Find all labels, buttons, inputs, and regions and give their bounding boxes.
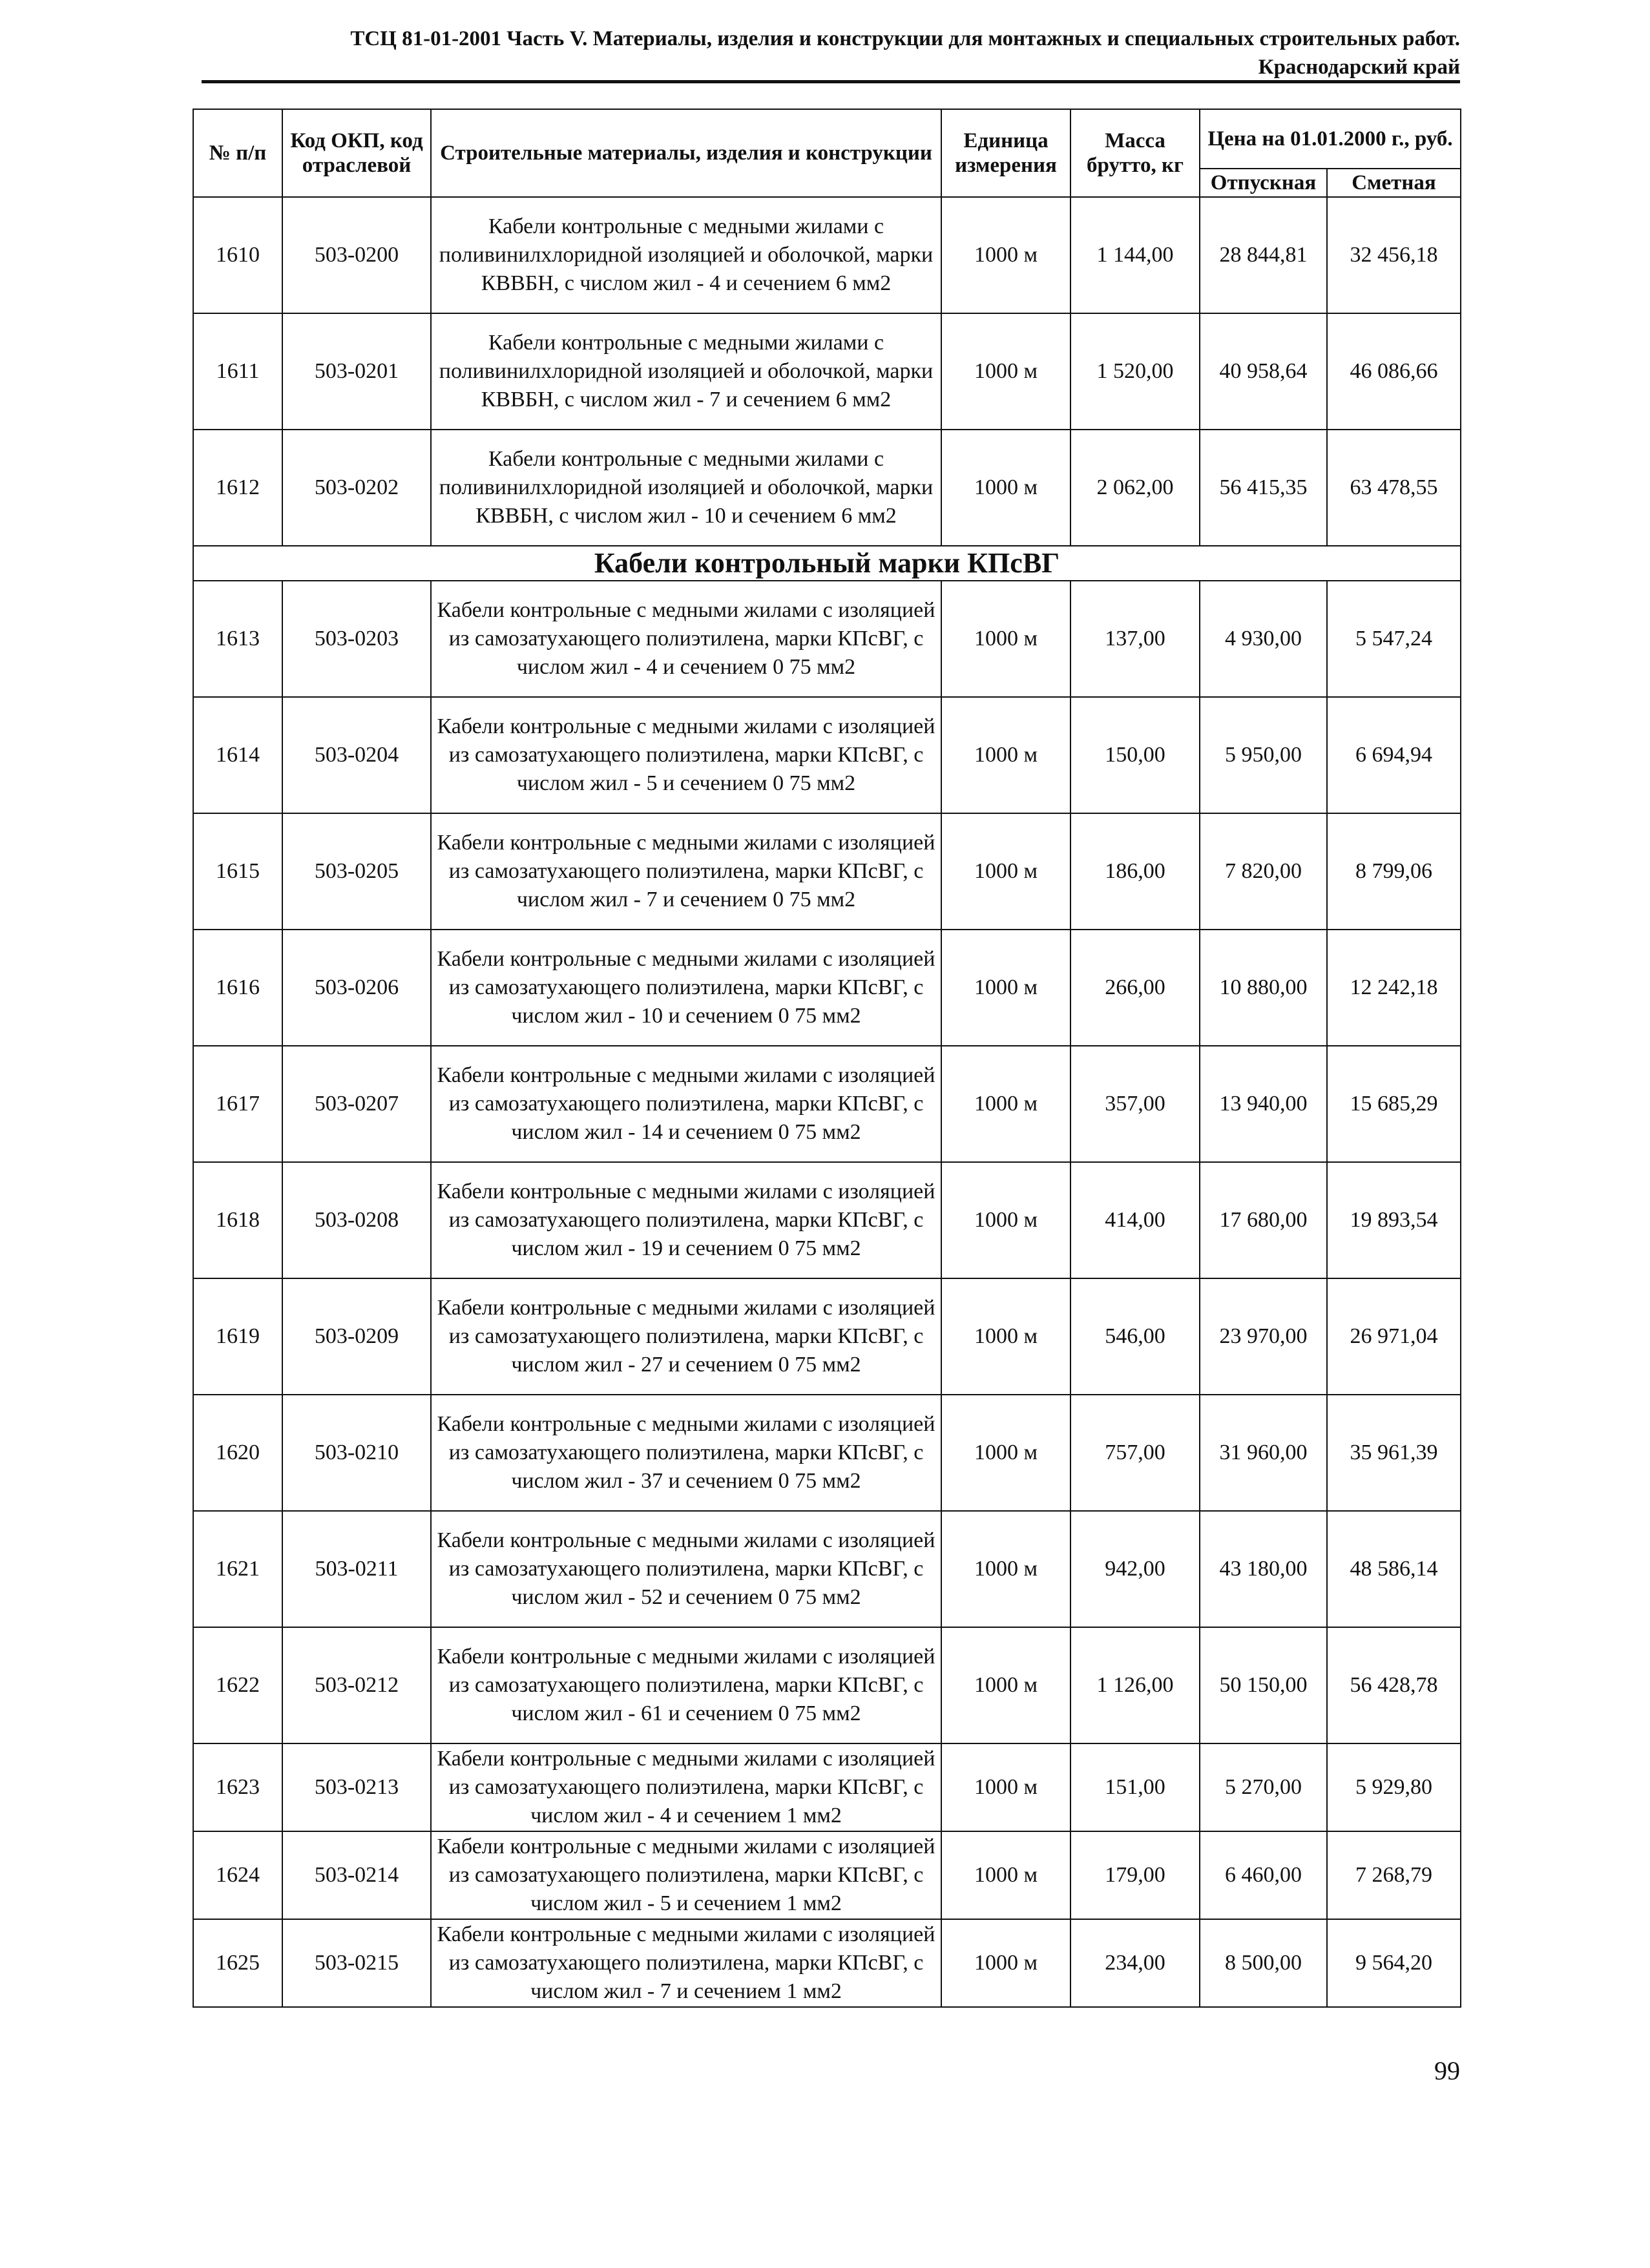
- cell-code: 503-0208: [282, 1162, 431, 1278]
- cell-num: 1610: [193, 197, 282, 313]
- cell-description: Кабели контрольные с медными жилами с изоляцией из самозатухающего полиэтилена, марки КПсВГ, с числом жил - 7 и сечением 0 75 мм2: [431, 813, 941, 930]
- cell-mass: 137,00: [1070, 581, 1200, 697]
- cell-price-release: 13 940,00: [1200, 1046, 1327, 1162]
- cell-description: Кабели контрольные с медными жилами с изоляцией из самозатухающего полиэтилена, марки КПсВГ, с числом жил - 5 и сечением 1 мм2: [431, 1831, 941, 1919]
- cell-unit: 1000 м: [941, 813, 1070, 930]
- cell-num: 1618: [193, 1162, 282, 1278]
- cell-num: 1625: [193, 1919, 282, 2007]
- table-row: [193, 1919, 1461, 2007]
- cell-unit: 1000 м: [941, 1511, 1070, 1627]
- cell-unit: 1000 м: [941, 313, 1070, 430]
- cell-num: 1614: [193, 697, 282, 813]
- cell-description: Кабели контрольные с медными жилами с изоляцией из самозатухающего полиэтилена, марки КПсВГ, с числом жил - 4 и сечением 0 75 мм2: [431, 581, 941, 697]
- page-number: 99: [1434, 2056, 1460, 2085]
- cell-code: 503-0211: [282, 1511, 431, 1627]
- table-row: [193, 1627, 1461, 1743]
- cell-price-release: 5 270,00: [1200, 1743, 1327, 1831]
- table-row: [193, 313, 1461, 430]
- cell-unit: 1000 м: [941, 1919, 1070, 2007]
- cell-price-estimate: 8 799,06: [1327, 813, 1461, 930]
- cell-description: Кабели контрольные с медными жилами с изоляцией из самозатухающего полиэтилена, марки КПсВГ, с числом жил - 10 и сечением 0 75 мм2: [431, 930, 941, 1046]
- cell-price-release: 7 820,00: [1200, 813, 1327, 930]
- cell-code: 503-0215: [282, 1919, 431, 2007]
- table-row: [193, 697, 1461, 813]
- cell-description: Кабели контрольные с медными жилами с поливинилхлоридной изоляцией и оболочкой, марки КВВБН, с числом жил - 10 и сечением 6 мм2: [431, 430, 941, 546]
- cell-code: 503-0204: [282, 697, 431, 813]
- price-table: [193, 109, 1461, 2008]
- cell-code: 503-0202: [282, 430, 431, 546]
- column-header-code: Код ОКП, код отраслевой: [282, 109, 431, 197]
- cell-description: Кабели контрольные с медными жилами с изоляцией из самозатухающего полиэтилена, марки КПсВГ, с числом жил - 5 и сечением 0 75 мм2: [431, 697, 941, 813]
- cell-unit: 1000 м: [941, 1743, 1070, 1831]
- table-row: [193, 1743, 1461, 1831]
- cell-mass: 757,00: [1070, 1395, 1200, 1511]
- cell-unit: 1000 м: [941, 1162, 1070, 1278]
- cell-price-release: 40 958,64: [1200, 313, 1327, 430]
- cell-num: 1612: [193, 430, 282, 546]
- cell-unit: 1000 м: [941, 1627, 1070, 1743]
- column-header-num: № п/п: [193, 109, 282, 197]
- cell-code: 503-0206: [282, 930, 431, 1046]
- table-row: [193, 813, 1461, 930]
- table-row: [193, 1395, 1461, 1511]
- table-header: [193, 109, 1461, 197]
- cell-num: 1624: [193, 1831, 282, 1919]
- table-row: [193, 930, 1461, 1046]
- cell-mass: 179,00: [1070, 1831, 1200, 1919]
- column-header-price-estimate: Сметная: [1327, 169, 1461, 197]
- header-title: ТСЦ 81-01-2001 Часть V. Материалы, изделия и конструкции для монтажных и специальных строительных работ.: [350, 27, 1460, 50]
- column-header-mass: Масса брутто, кг: [1070, 109, 1200, 197]
- column-header-price-group: Цена на 01.01.2000 г., руб.: [1200, 109, 1461, 169]
- table-body-kpsvg: [193, 581, 1461, 2007]
- cell-price-release: 56 415,35: [1200, 430, 1327, 546]
- cell-description: Кабели контрольные с медными жилами с изоляцией из самозатухающего полиэтилена, марки КПсВГ, с числом жил - 27 и сечением 0 75 мм2: [431, 1278, 941, 1395]
- cell-num: 1613: [193, 581, 282, 697]
- cell-price-release: 8 500,00: [1200, 1919, 1327, 2007]
- cell-price-estimate: 5 547,24: [1327, 581, 1461, 697]
- cell-mass: 151,00: [1070, 1743, 1200, 1831]
- cell-num: 1617: [193, 1046, 282, 1162]
- table-section: [193, 546, 1461, 581]
- cell-description: Кабели контрольные с медными жилами с изоляцией из самозатухающего полиэтилена, марки КПсВГ, с числом жил - 14 и сечением 0 75 мм2: [431, 1046, 941, 1162]
- table-row: [193, 1278, 1461, 1395]
- column-header-unit: Единица измерения: [941, 109, 1070, 197]
- cell-price-estimate: 19 893,54: [1327, 1162, 1461, 1278]
- cell-num: 1622: [193, 1627, 282, 1743]
- cell-unit: 1000 м: [941, 430, 1070, 546]
- cell-price-release: 4 930,00: [1200, 581, 1327, 697]
- table-row: [193, 1831, 1461, 1919]
- cell-price-release: 31 960,00: [1200, 1395, 1327, 1511]
- cell-unit: 1000 м: [941, 697, 1070, 813]
- cell-mass: 150,00: [1070, 697, 1200, 813]
- table-row: [193, 1162, 1461, 1278]
- cell-price-estimate: 6 694,94: [1327, 697, 1461, 813]
- cell-code: 503-0200: [282, 197, 431, 313]
- table-row: [193, 197, 1461, 313]
- cell-mass: 1 144,00: [1070, 197, 1200, 313]
- cell-description: Кабели контрольные с медными жилами с изоляцией из самозатухающего полиэтилена, марки КПсВГ, с числом жил - 4 и сечением 1 мм2: [431, 1743, 941, 1831]
- cell-mass: 1 520,00: [1070, 313, 1200, 430]
- cell-mass: 942,00: [1070, 1511, 1200, 1627]
- page-header: [194, 25, 1460, 81]
- cell-code: 503-0213: [282, 1743, 431, 1831]
- cell-price-estimate: 32 456,18: [1327, 197, 1461, 313]
- cell-mass: 186,00: [1070, 813, 1200, 930]
- cell-mass: 1 126,00: [1070, 1627, 1200, 1743]
- cell-price-estimate: 9 564,20: [1327, 1919, 1461, 2007]
- cell-price-estimate: 5 929,80: [1327, 1743, 1461, 1831]
- cell-price-release: 10 880,00: [1200, 930, 1327, 1046]
- cell-mass: 546,00: [1070, 1278, 1200, 1395]
- cell-unit: 1000 м: [941, 1278, 1070, 1395]
- cell-price-release: 6 460,00: [1200, 1831, 1327, 1919]
- cell-description: Кабели контрольные с медными жилами с поливинилхлоридной изоляцией и оболочкой, марки КВВБН, с числом жил - 4 и сечением 6 мм2: [431, 197, 941, 313]
- cell-price-estimate: 15 685,29: [1327, 1046, 1461, 1162]
- cell-price-estimate: 7 268,79: [1327, 1831, 1461, 1919]
- cell-code: 503-0209: [282, 1278, 431, 1395]
- table-row: [193, 581, 1461, 697]
- cell-price-estimate: 12 242,18: [1327, 930, 1461, 1046]
- cell-description: Кабели контрольные с медными жилами с изоляцией из самозатухающего полиэтилена, марки КПсВГ, с числом жил - 52 и сечением 0 75 мм2: [431, 1511, 941, 1627]
- cell-code: 503-0207: [282, 1046, 431, 1162]
- cell-description: Кабели контрольные с медными жилами с изоляцией из самозатухающего полиэтилена, марки КПсВГ, с числом жил - 7 и сечением 1 мм2: [431, 1919, 941, 2007]
- cell-price-estimate: 63 478,55: [1327, 430, 1461, 546]
- cell-price-estimate: 46 086,66: [1327, 313, 1461, 430]
- cell-price-release: 17 680,00: [1200, 1162, 1327, 1278]
- cell-code: 503-0203: [282, 581, 431, 697]
- cell-price-release: 23 970,00: [1200, 1278, 1327, 1395]
- column-header-description: Строительные материалы, изделия и конструкции: [431, 109, 941, 197]
- column-header-price-release: Отпускная: [1200, 169, 1327, 197]
- cell-unit: 1000 м: [941, 581, 1070, 697]
- cell-mass: 266,00: [1070, 930, 1200, 1046]
- cell-unit: 1000 м: [941, 197, 1070, 313]
- cell-price-estimate: 35 961,39: [1327, 1395, 1461, 1511]
- cell-description: Кабели контрольные с медными жилами с изоляцией из самозатухающего полиэтилена, марки КПсВГ, с числом жил - 19 и сечением 0 75 мм2: [431, 1162, 941, 1278]
- header-region: Краснодарский край: [1258, 56, 1460, 79]
- cell-num: 1621: [193, 1511, 282, 1627]
- cell-code: 503-0210: [282, 1395, 431, 1511]
- section-title: Кабели контрольный марки КПсВГ: [193, 546, 1461, 581]
- cell-description: Кабели контрольные с медными жилами с поливинилхлоридной изоляцией и оболочкой, марки КВВБН, с числом жил - 7 и сечением 6 мм2: [431, 313, 941, 430]
- cell-price-release: 50 150,00: [1200, 1627, 1327, 1743]
- cell-mass: 414,00: [1070, 1162, 1200, 1278]
- cell-num: 1615: [193, 813, 282, 930]
- cell-description: Кабели контрольные с медными жилами с изоляцией из самозатухающего полиэтилена, марки КПсВГ, с числом жил - 37 и сечением 0 75 мм2: [431, 1395, 941, 1511]
- cell-mass: 2 062,00: [1070, 430, 1200, 546]
- cell-price-estimate: 26 971,04: [1327, 1278, 1461, 1395]
- cell-num: 1623: [193, 1743, 282, 1831]
- cell-price-release: 28 844,81: [1200, 197, 1327, 313]
- cell-price-estimate: 48 586,14: [1327, 1511, 1461, 1627]
- cell-code: 503-0214: [282, 1831, 431, 1919]
- header-divider: [202, 80, 1460, 83]
- cell-num: 1620: [193, 1395, 282, 1511]
- table-body-kvvbn: [193, 197, 1461, 546]
- cell-code: 503-0205: [282, 813, 431, 930]
- cell-unit: 1000 м: [941, 930, 1070, 1046]
- cell-unit: 1000 м: [941, 1046, 1070, 1162]
- cell-num: 1616: [193, 930, 282, 1046]
- table-row: [193, 1511, 1461, 1627]
- cell-mass: 234,00: [1070, 1919, 1200, 2007]
- cell-num: 1611: [193, 313, 282, 430]
- cell-price-release: 43 180,00: [1200, 1511, 1327, 1627]
- table-row: [193, 430, 1461, 546]
- cell-num: 1619: [193, 1278, 282, 1395]
- cell-price-release: 5 950,00: [1200, 697, 1327, 813]
- cell-code: 503-0212: [282, 1627, 431, 1743]
- cell-description: Кабели контрольные с медными жилами с изоляцией из самозатухающего полиэтилена, марки КПсВГ, с числом жил - 61 и сечением 0 75 мм2: [431, 1627, 941, 1743]
- cell-price-estimate: 56 428,78: [1327, 1627, 1461, 1743]
- cell-mass: 357,00: [1070, 1046, 1200, 1162]
- cell-code: 503-0201: [282, 313, 431, 430]
- cell-unit: 1000 м: [941, 1395, 1070, 1511]
- table-row: [193, 1046, 1461, 1162]
- cell-unit: 1000 м: [941, 1831, 1070, 1919]
